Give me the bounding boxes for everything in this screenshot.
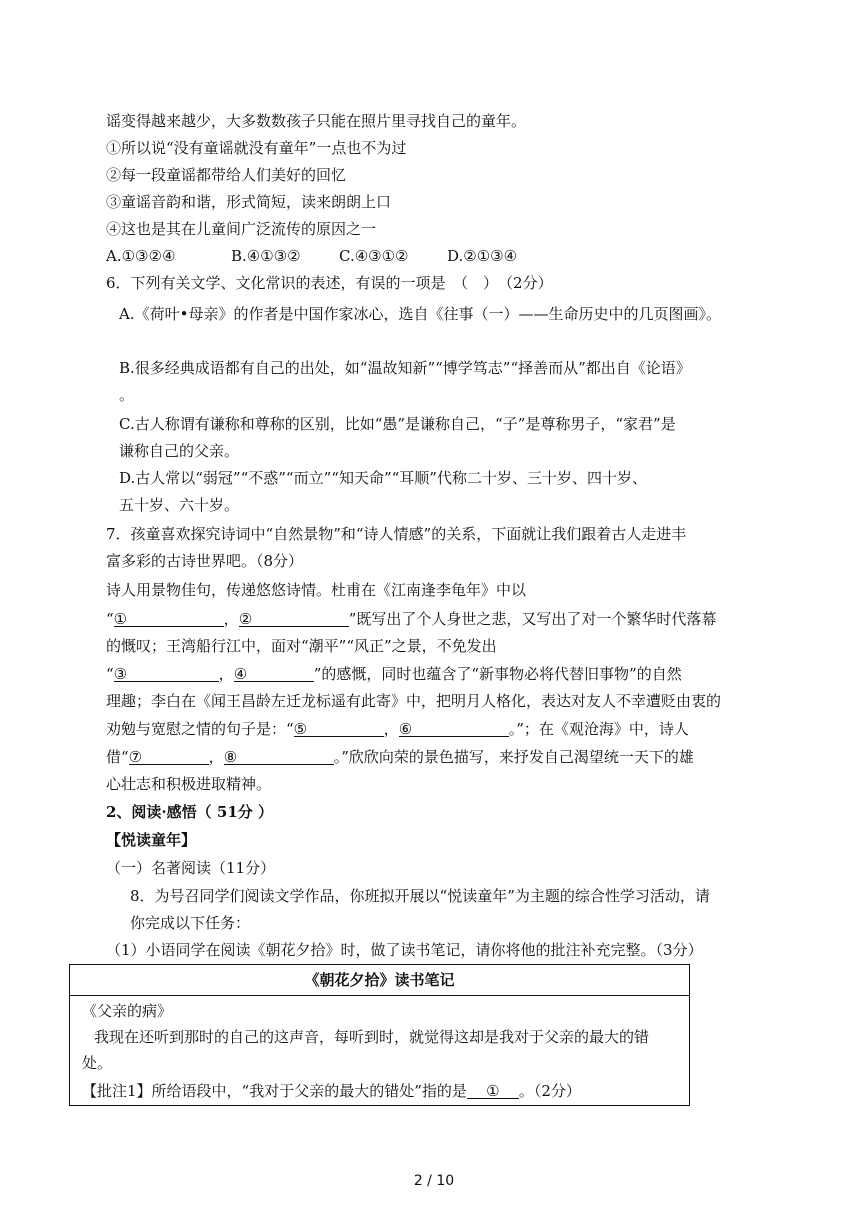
question-7: 7．孩童喜欢探究诗词中“自然景物”和“诗人情感”的关系，下面就让我们跟着古人走进丰 xyxy=(106,525,687,543)
passage-line: 的慨叹；王湾船行江中，面对“潮平”“风正”之景，不免发出 xyxy=(106,637,497,655)
note-quote-cont: 处。 xyxy=(82,1054,113,1072)
comma: ， xyxy=(208,748,224,766)
section-heading: 2、阅读·感悟（ 51分 ） xyxy=(106,803,273,821)
answer-blank-6[interactable]: ⑥ xyxy=(399,719,509,737)
passage-line: 心壮志和积极进取精神。 xyxy=(106,775,272,793)
passage-line-blanks-1-2 xyxy=(106,609,716,629)
note-annotation xyxy=(82,1081,581,1101)
note-title: 《朝花夕拾》读书笔记 xyxy=(70,965,689,996)
option-3: ③童谣音韵和谐，形式简短，读来朗朗上口 xyxy=(106,193,392,211)
passage-text: 。”欣欣向荣的景色描写，来抒发自己渴望统一天下的雄 xyxy=(333,748,694,766)
q6-option-d-cont: 五十岁、六十岁。 xyxy=(119,496,240,514)
part-heading: （一）名著阅读（11分） xyxy=(106,859,276,877)
text-line: 谣变得越来越少，大多数数孩子只能在照片里寻找自己的童年。 xyxy=(106,112,527,130)
answer-blank-7[interactable]: ⑦ xyxy=(129,747,209,765)
passage-text: 。”；在《观沧海》中，诗人 xyxy=(508,720,689,738)
comma: ， xyxy=(223,610,239,628)
answer-blank-5[interactable]: ⑤ xyxy=(294,719,384,737)
option-1: ①所以说“没有童谣就没有童年”一点也不为过 xyxy=(106,139,407,157)
passage-line-blanks-5-6 xyxy=(106,719,689,739)
comma: ， xyxy=(383,720,399,738)
question-7-cont: 富多彩的古诗世界吧。（8分） xyxy=(106,552,304,570)
choice-a: A.①③②④ xyxy=(106,247,176,265)
answer-blank-1[interactable]: ① xyxy=(114,609,224,627)
q6-option-b-end: 。 xyxy=(119,386,135,404)
annotation-text: 【批注1】所给语段中，“我对于父亲的最大的错处”指的是 xyxy=(82,1082,467,1100)
option-2: ②每一段童谣都带给人们美好的回忆 xyxy=(106,166,347,184)
choice-b: B.④①③② xyxy=(231,247,301,265)
q6-option-a: A.《荷叶•母亲》的作者是中国作家冰心，选自《往事（一）——生命历史中的几页图画》。 xyxy=(119,305,721,323)
passage-line: 理趣；李白在《闻王昌龄左迁龙标遥有此寄》中，把明月人格化，表达对友人不幸遭贬由衷的 xyxy=(106,692,722,710)
passage-text: ”的感慨，同时也蕴含了“新事物必将代替旧事物”的自然 xyxy=(313,665,682,683)
question-6: 6．下列有关文学、文化常识的表述，有误的一项是 （ ） （2分） xyxy=(106,274,553,292)
choice-c: C.④③①② xyxy=(339,247,409,265)
question-8-cont: 你完成以下任务： xyxy=(130,914,251,932)
passage-line-blanks-3-4 xyxy=(106,664,682,684)
question-8: 8．为号召同学们阅读文学作品，你班拟开展以“悦读童年”为主题的综合性学习活动，请 xyxy=(130,887,710,905)
q6-option-c-cont: 谦称自己的父亲。 xyxy=(119,442,240,460)
q6-option-b: B.很多经典成语都有自己的出处，如“温故知新”“博学笃志”“择善而从”都出自《论语》 xyxy=(119,359,691,377)
comma: ， xyxy=(218,665,234,683)
note-quote: 我现在还听到那时的自己的这声音，每听到时，就觉得这却是我对于父亲的最大的错 xyxy=(94,1028,650,1046)
reading-note-table xyxy=(69,964,690,1106)
annotation-text: 。（2分） xyxy=(518,1082,581,1100)
passage-line: 诗人用景物佳句，传递悠悠诗情。杜甫在《江南逢李龟年》中以 xyxy=(106,581,527,599)
answer-blank-2[interactable]: ② xyxy=(239,609,349,627)
answer-blank-8[interactable]: ⑧ xyxy=(224,747,334,765)
answer-blank-3[interactable]: ③ xyxy=(114,664,219,682)
answer-blank-4[interactable]: ④ xyxy=(234,664,314,682)
quote-mark: “ xyxy=(106,610,114,628)
subsection-heading: 【悦读童年】 xyxy=(106,831,197,849)
passage-line-blanks-7-8 xyxy=(106,747,694,767)
choice-d: D.②①③④ xyxy=(447,247,518,265)
question-8-task-1: （1）小语同学在阅读《朝花夕拾》时，做了读书笔记，请你将他的批注补充完整。（3分） xyxy=(106,941,703,959)
quote-mark: “ xyxy=(106,665,114,683)
q6-option-d: D.古人常以“弱冠”“不惑”“而立”“知天命”“耳顺”代称二十岁、三十岁、四十岁、 xyxy=(119,469,647,487)
passage-text: 劝勉与宽慰之情的句子是：“ xyxy=(106,720,294,738)
passage-text: 借“ xyxy=(106,748,129,766)
passage-text: ”既写出了个人身世之悲，又写出了对一个繁华时代落幕 xyxy=(348,610,717,628)
option-4: ④这也是其在儿童间广泛流传的原因之一 xyxy=(106,220,377,238)
page-number: 2 / 10 xyxy=(413,1173,455,1189)
note-chapter: 《父亲的病》 xyxy=(82,1002,173,1020)
q6-option-c: C.古人称谓有谦称和尊称的区别，比如“愚”是谦称自己，“子”是尊称男子，“家君”是 xyxy=(119,415,676,433)
annotation-blank[interactable]: ① xyxy=(467,1081,519,1099)
